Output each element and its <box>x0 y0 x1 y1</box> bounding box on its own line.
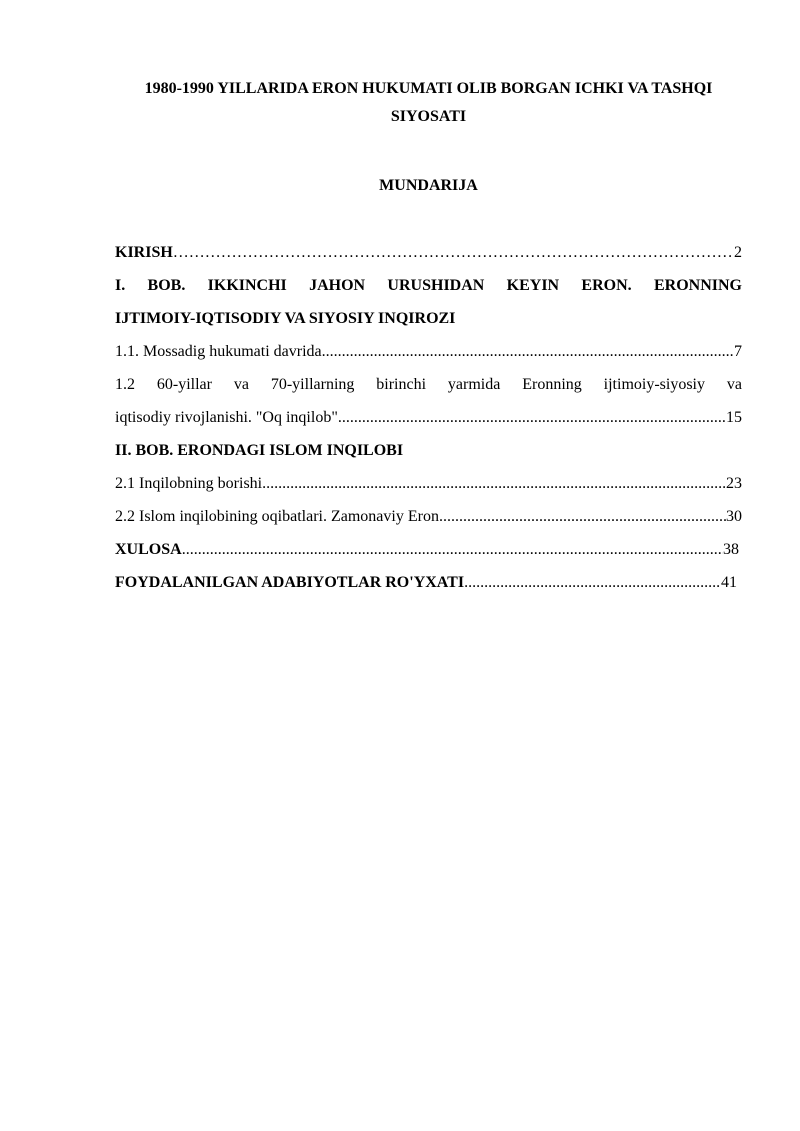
toc-entry-kirish[interactable] <box>115 236 742 269</box>
toc-page-number: 15 <box>726 409 742 426</box>
toc-entry-label: FOYDALANILGAN ADABIYOTLAR RO'YXATI <box>115 574 465 591</box>
dot-leader <box>322 335 734 368</box>
toc-entry-label: KIRISH <box>115 244 173 261</box>
toc-page-number: 23 <box>726 475 742 492</box>
toc-page-number: 2 <box>734 244 742 261</box>
dot-leader <box>464 566 721 599</box>
dot-leader <box>439 500 726 533</box>
toc-entry-bob1-line1[interactable]: I. BOB. IKKINCHI JAHON URUSHIDAN KEYIN ERON. ERONNING <box>115 277 742 294</box>
toc-page-number: 30 <box>726 508 742 525</box>
toc-entry-2-2[interactable] <box>115 500 742 533</box>
toc-entry-bob2[interactable] <box>115 434 742 467</box>
toc-entry-label: 2.1 Inqilobning borishi <box>115 475 263 492</box>
toc-entry-label: II. BOB. ERONDAGI ISLOM INQILOBI <box>115 442 404 459</box>
toc-entry-adabiyotlar[interactable] <box>115 566 737 599</box>
toc-entry-1-1[interactable] <box>115 335 742 368</box>
toc-entry-xulosa[interactable] <box>115 533 739 566</box>
dot-leader <box>173 236 734 269</box>
toc-entry-1-2-line1[interactable]: 1.2 60-yillar va 70-yillarning birinchi yarmida Eronning ijtimoiy-siyosiy va <box>115 376 742 393</box>
toc-heading: MUNDARIJA <box>379 177 478 194</box>
toc-entry-1-2[interactable] <box>115 401 742 434</box>
toc-page-number: 41 <box>721 574 737 591</box>
toc-page-number: 7 <box>734 343 742 360</box>
dot-leader <box>262 467 726 500</box>
toc-page-number: 38 <box>723 541 739 558</box>
toc-entry-2-1[interactable] <box>115 467 742 500</box>
dot-leader <box>338 401 726 434</box>
toc-entry-label: iqtisodiy rivojlanishi. "Oq inqilob" <box>115 409 338 426</box>
table-of-contents <box>115 236 742 599</box>
toc-entry-label: 2.2 Islom inqilobining oqibatlari. Zamonaviy Eron <box>115 508 439 525</box>
toc-entry-label: XULOSA <box>115 541 182 558</box>
toc-entry-label: 1.1. Mossadig hukumati davrida <box>115 343 322 360</box>
document-title: 1980-1990 YILLARIDA ERON HUKUMATI OLIB BORGAN ICHKI VA TASHQI SIYOSATI <box>144 80 713 125</box>
toc-entry-bob1-line2[interactable]: IJTIMOIY-IQTISODIY VA SIYOSIY INQIROZI <box>115 310 456 327</box>
dot-leader <box>182 533 723 566</box>
